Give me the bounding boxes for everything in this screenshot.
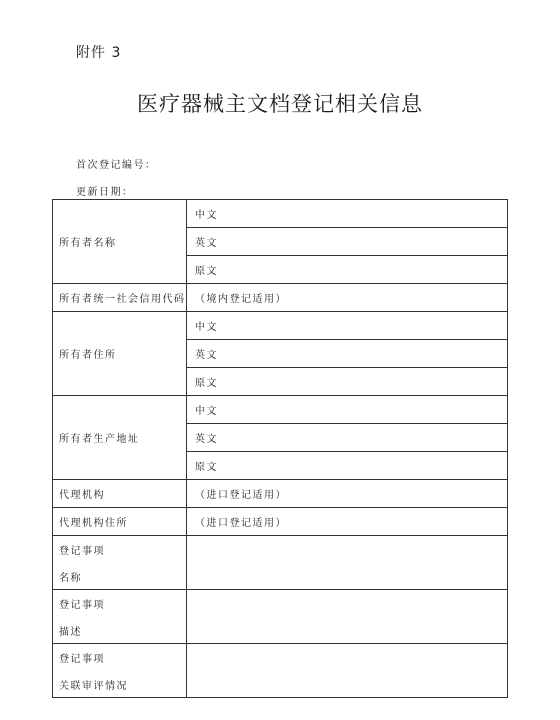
owner-name-label: 所有者名称 (53, 200, 187, 284)
owner-address-original-field[interactable]: 原文 (187, 368, 508, 396)
table-row (53, 508, 508, 536)
table-row (53, 536, 508, 590)
item-description-field[interactable] (187, 590, 508, 644)
item-name-label-line2: 名称 (59, 572, 82, 584)
table-row (53, 200, 508, 228)
table-row (53, 480, 508, 508)
item-review-label-line1: 登记事项 (59, 653, 105, 665)
agent-address-field[interactable]: （进口登记适用） (187, 508, 508, 536)
table-row (53, 312, 508, 340)
attachment-label: 附件 3 (76, 45, 122, 61)
credit-code-field[interactable]: （境内登记适用） (187, 284, 508, 312)
production-address-chinese-field[interactable]: 中文 (187, 396, 508, 424)
item-name-field[interactable] (187, 536, 508, 590)
owner-address-chinese-field[interactable]: 中文 (187, 312, 508, 340)
update-date-label: 更新日期： (76, 187, 134, 198)
registration-info-table (52, 199, 508, 698)
owner-name-english-field[interactable]: 英文 (187, 228, 508, 256)
item-description-label-line1: 登记事项 (59, 599, 105, 611)
production-address-english-field[interactable]: 英文 (187, 424, 508, 452)
production-address-original-field[interactable]: 原文 (187, 452, 508, 480)
table-row (53, 284, 508, 312)
agent-address-label: 代理机构住所 (53, 508, 187, 536)
first-registration-number-label: 首次登记编号： (76, 160, 157, 171)
item-review-field[interactable] (187, 644, 508, 698)
owner-name-original-field[interactable]: 原文 (187, 256, 508, 284)
table-row (53, 644, 508, 698)
item-review-label-line2: 关联审评情况 (59, 680, 128, 692)
table-row (53, 396, 508, 424)
table-row (53, 590, 508, 644)
item-description-label (53, 590, 187, 644)
production-address-label: 所有者生产地址 (53, 396, 187, 480)
credit-code-label: 所有者统一社会信用代码 (53, 284, 187, 312)
owner-address-label: 所有者住所 (53, 312, 187, 396)
item-name-label-line1: 登记事项 (59, 545, 105, 557)
item-name-label (53, 536, 187, 590)
agent-field[interactable]: （进口登记适用） (187, 480, 508, 508)
item-description-label-line2: 描述 (59, 626, 82, 638)
owner-address-english-field[interactable]: 英文 (187, 340, 508, 368)
item-review-label (53, 644, 187, 698)
document-title: 医疗器械主文档登记相关信息 (137, 92, 423, 116)
agent-label: 代理机构 (53, 480, 187, 508)
owner-name-chinese-field[interactable]: 中文 (187, 200, 508, 228)
